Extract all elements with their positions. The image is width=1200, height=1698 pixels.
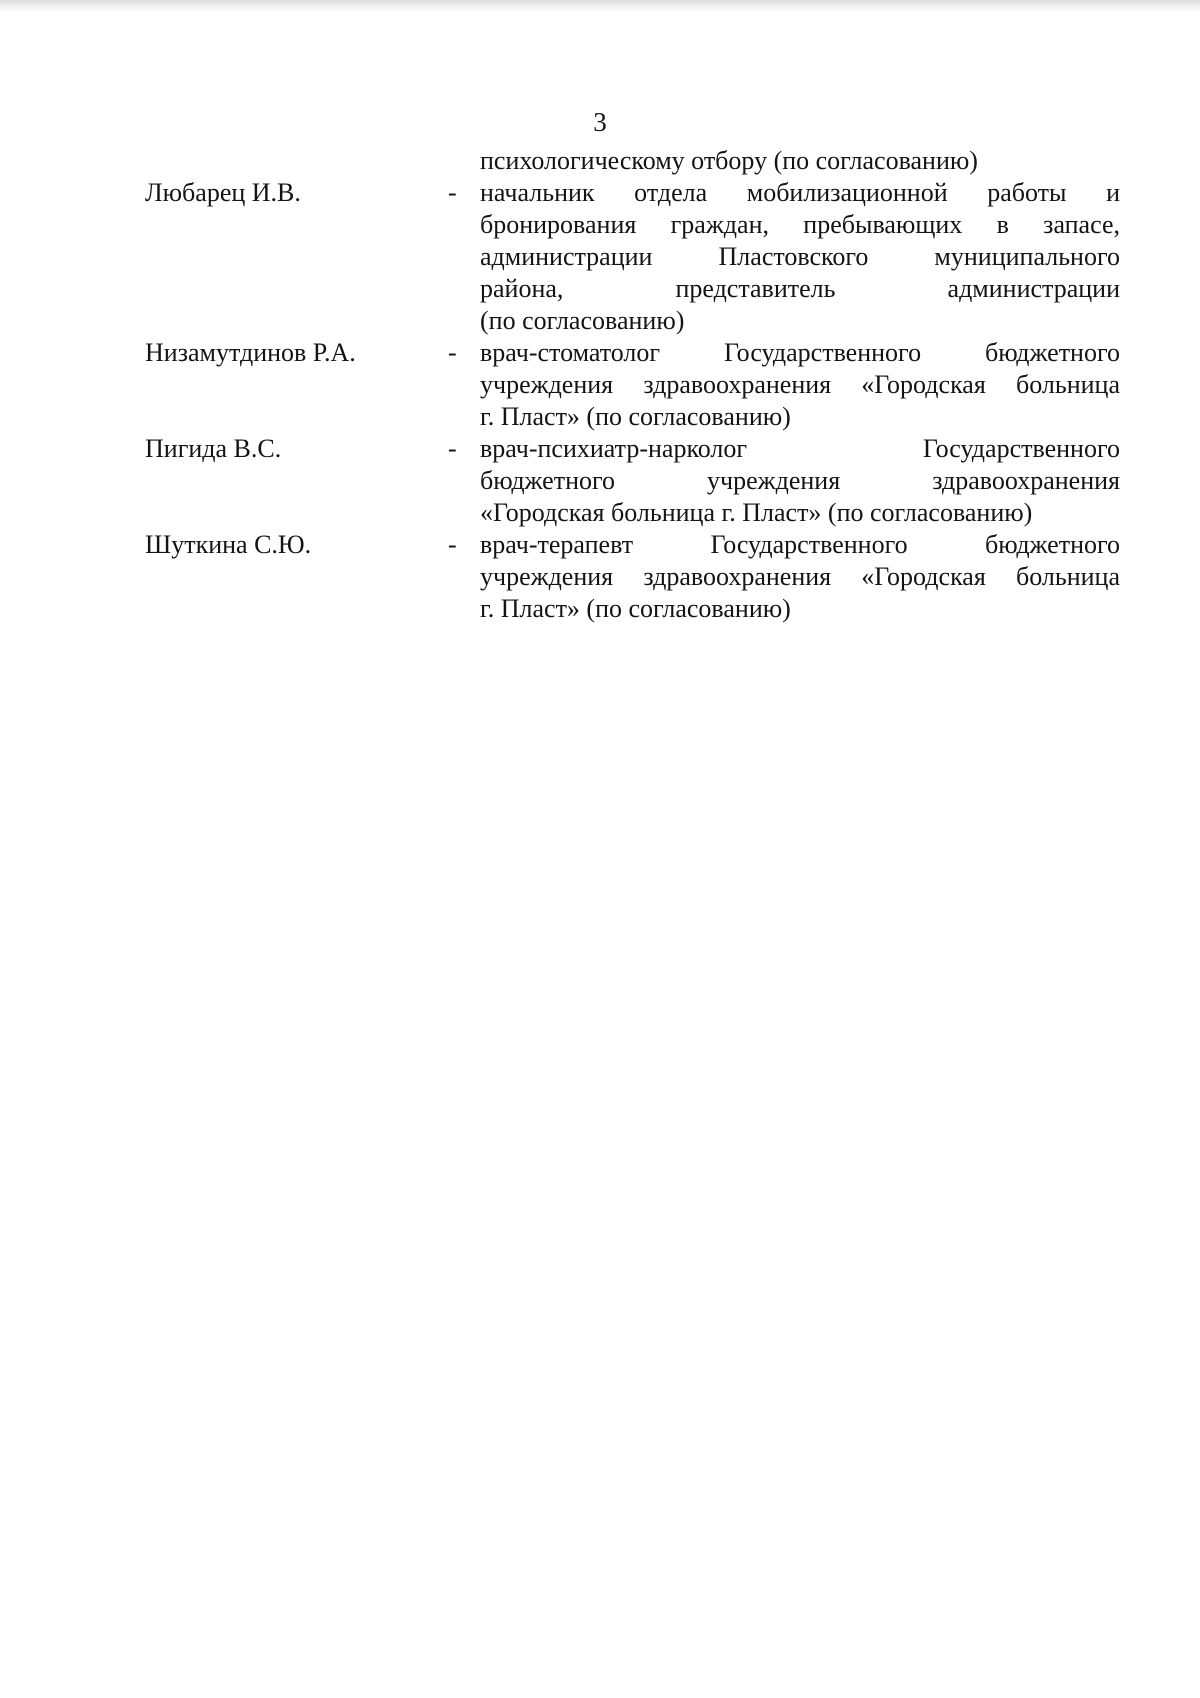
description-line: бюджетного учреждения здравоохранения — [480, 466, 1120, 495]
dash-separator: - — [448, 434, 457, 463]
member-entry — [145, 529, 1120, 625]
member-entry — [145, 433, 1120, 529]
member-entry — [145, 177, 1120, 337]
description-line: начальник отдела мобилизационной работы и — [480, 178, 1120, 207]
member-entry — [145, 337, 1120, 433]
description-line: администрации Пластовского муниципального — [480, 242, 1120, 271]
description-line: «Городская больница г. Пласт» (по согласованию) — [480, 498, 1033, 527]
description-line: врач-стоматолог Государственного бюджетного — [480, 338, 1120, 367]
description-line: учреждения здравоохранения «Городская больница — [480, 562, 1120, 591]
member-description — [480, 433, 1120, 529]
member-name: Пигида В.С. — [145, 434, 282, 463]
scan-edge-shadow — [0, 0, 1200, 12]
description-line: (по согласованию) — [480, 306, 685, 335]
member-name: Любарец И.В. — [145, 178, 301, 207]
page-number: 3 — [593, 107, 607, 137]
dash-separator: - — [448, 178, 457, 207]
member-description — [480, 177, 1120, 337]
description-line: психологическому отбору (по согласованию) — [480, 146, 978, 175]
member-name: Шуткина С.Ю. — [145, 530, 312, 559]
description-line: учреждения здравоохранения «Городская больница — [480, 370, 1120, 399]
description-line: г. Пласт» (по согласованию) — [480, 594, 791, 623]
dash-separator: - — [448, 530, 457, 559]
description-line: врач-психиатр-нарколог Государственного — [480, 434, 1120, 463]
member-description — [480, 337, 1120, 433]
description-line: бронирования граждан, пребывающих в запасе, — [480, 210, 1120, 239]
description-line: г. Пласт» (по согласованию) — [480, 402, 791, 431]
dash-separator: - — [448, 338, 457, 367]
description-line: района, представитель администрации — [480, 274, 1120, 303]
continued-description — [480, 145, 1120, 177]
member-name: Низамутдинов Р.А. — [145, 338, 356, 367]
commission-member-list — [145, 145, 1120, 625]
description-line: врач-терапевт Государственного бюджетного — [480, 530, 1120, 559]
member-description — [480, 529, 1120, 625]
